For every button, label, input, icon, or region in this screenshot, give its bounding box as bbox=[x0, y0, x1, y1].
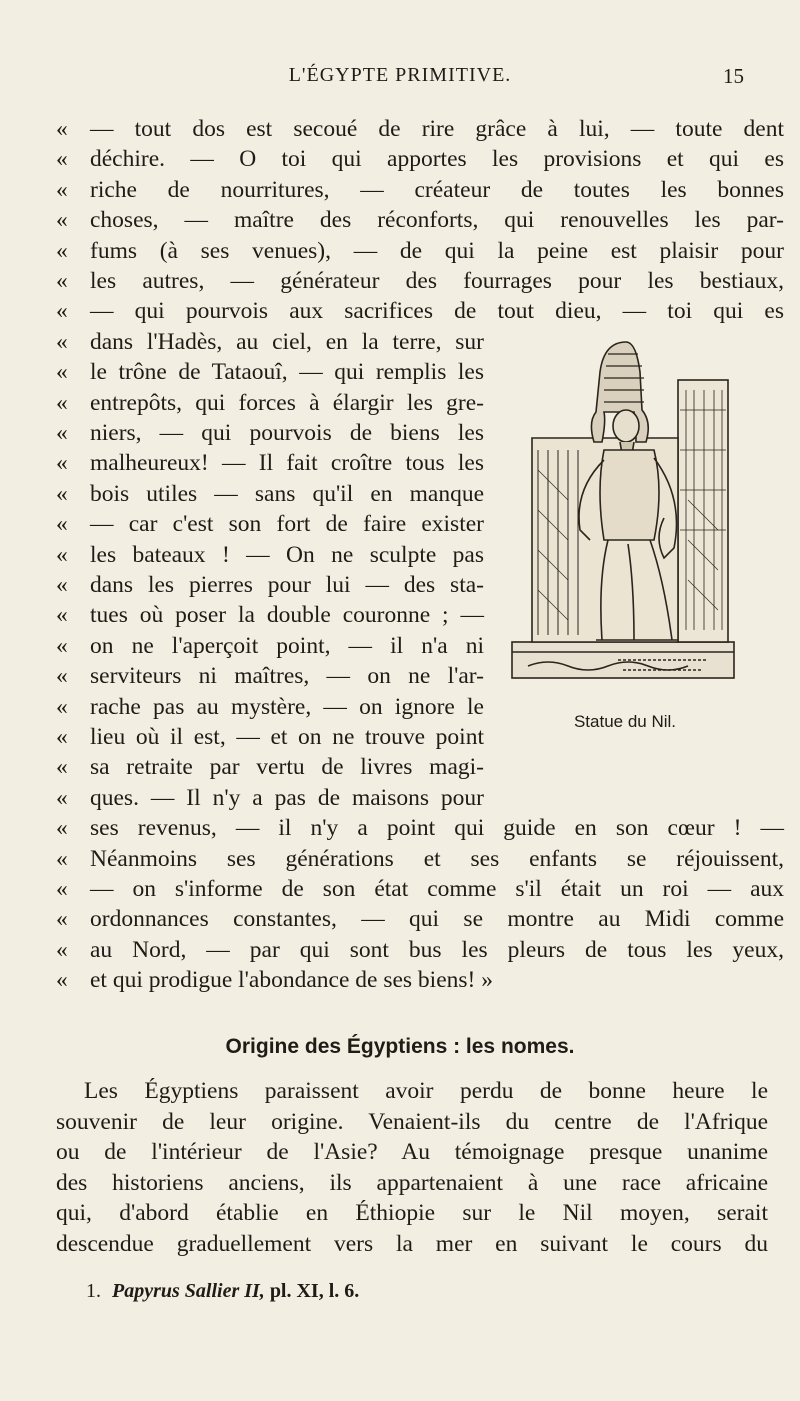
quote-line bbox=[56, 600, 484, 630]
footnote-reference: pl. XI, l. 6. bbox=[269, 1280, 360, 1302]
paragraph-line: ou de l'intérieur de l'Asie? Au témoignage presque unanime bbox=[56, 1139, 768, 1165]
quote-line-text: choses, — maître des réconforts, qui renouvelles les par- bbox=[90, 207, 784, 234]
quote-line-text: niers, — qui pourvois de biens les bbox=[90, 420, 484, 446]
quote-mark: « bbox=[56, 663, 68, 690]
quote-line-text: le trône de Tataouî, — qui remplis les bbox=[90, 359, 484, 386]
quote-line-text: — car c'est son fort de faire exister bbox=[90, 511, 484, 538]
quote-mark: « bbox=[56, 936, 68, 963]
quote-line bbox=[56, 904, 784, 934]
quote-line bbox=[56, 570, 484, 600]
quote-line-text: dans l'Hadès, au ciel, en la terre, sur bbox=[90, 328, 484, 355]
quote-line-text: ques. — Il n'y a pas de maisons pour bbox=[90, 784, 484, 811]
quote-line-text: les bateaux ! — On ne sculpte pas bbox=[90, 541, 484, 568]
quote-mark: « bbox=[56, 146, 68, 173]
quote-mark: « bbox=[56, 511, 68, 538]
quote-line-text: et qui prodigue l'abondance de ses biens! » bbox=[90, 967, 493, 994]
quote-line bbox=[56, 388, 484, 418]
quote-line-text: entrepôts, qui forces à élargir les gre- bbox=[90, 389, 484, 416]
quote-line-text: — tout dos est secoué de rire grâce à lui, — toute dent bbox=[90, 116, 784, 142]
quote-line bbox=[56, 965, 493, 995]
paragraph-line: souvenir de leur origine. Venaient-ils du centre de l'Afrique bbox=[56, 1108, 768, 1135]
quote-line bbox=[56, 509, 484, 539]
paragraph-line: des historiens anciens, ils appartenaient à une race africaine bbox=[56, 1169, 768, 1196]
quote-mark: « bbox=[56, 967, 68, 994]
section-heading: Origine des Égyptiens : les nomes. bbox=[225, 1035, 575, 1058]
quote-line bbox=[56, 935, 784, 965]
quote-mark: « bbox=[56, 176, 68, 203]
quote-line-text: — on s'informe de son état comme s'il était un roi — aux bbox=[90, 876, 784, 902]
body-paragraph bbox=[56, 1076, 768, 1259]
quote-line bbox=[56, 874, 784, 904]
quote-line bbox=[56, 844, 784, 874]
quote-line bbox=[56, 418, 484, 448]
footnote-work: Papyrus Sallier II, bbox=[112, 1280, 265, 1302]
quote-line bbox=[56, 144, 784, 174]
nile-statue-illustration bbox=[508, 340, 742, 708]
quote-line bbox=[56, 783, 484, 813]
quote-mark: « bbox=[56, 237, 68, 264]
quote-mark: « bbox=[56, 724, 68, 750]
quote-mark: « bbox=[56, 906, 68, 933]
quote-line-text: on ne l'aperçoit point, — il n'a ni bbox=[90, 632, 484, 659]
quote-line bbox=[56, 661, 484, 691]
quote-mark: « bbox=[56, 450, 68, 477]
quote-line-text: rache pas au mystère, — on ignore le bbox=[90, 693, 484, 720]
quote-line-text: dans les pierres pour lui — des sta- bbox=[90, 572, 484, 598]
quote-mark: « bbox=[56, 480, 68, 507]
quote-line bbox=[56, 479, 484, 509]
quote-line bbox=[56, 722, 484, 752]
quote-mark: « bbox=[56, 389, 68, 416]
quote-line bbox=[56, 114, 784, 144]
quote-mark: « bbox=[56, 541, 68, 568]
quote-mark: « bbox=[56, 784, 68, 811]
quote-line-text: ses revenus, — il n'y a point qui guide en son cœur ! — bbox=[90, 815, 784, 842]
figure-caption: Statue du Nil. bbox=[573, 712, 677, 731]
quote-line bbox=[56, 205, 784, 235]
quote-mark: « bbox=[56, 602, 68, 629]
quote-mark: « bbox=[56, 754, 68, 781]
quote-line-text: au Nord, — par qui sont bus les pleurs de tous les yeux, bbox=[90, 936, 784, 963]
paragraph-line: descendue graduellement vers la mer en suivant le cours du bbox=[56, 1230, 768, 1257]
quote-mark: « bbox=[56, 845, 68, 872]
quote-mark: « bbox=[56, 693, 68, 720]
quote-mark: « bbox=[56, 328, 68, 355]
paragraph-line: Les Égyptiens paraissent avoir perdu de bonne heure le bbox=[84, 1078, 768, 1104]
footnote bbox=[86, 1280, 359, 1303]
quote-line-text: Néanmoins ses générations et ses enfants se réjouissent, bbox=[90, 845, 784, 872]
quote-line bbox=[56, 631, 484, 661]
quote-mark: « bbox=[56, 876, 68, 902]
quote-line-text: lieu où il est, — et on ne trouve point bbox=[90, 724, 484, 750]
quote-line bbox=[56, 175, 784, 205]
quote-line-text: bois utiles — sans qu'il en manque bbox=[90, 480, 484, 507]
quote-line bbox=[56, 296, 784, 326]
quote-line bbox=[56, 236, 784, 266]
quote-line-text: malheureux! — Il fait croître tous les bbox=[90, 450, 484, 477]
quote-mark: « bbox=[56, 298, 68, 325]
quote-line bbox=[56, 266, 784, 296]
page-header bbox=[0, 64, 800, 94]
quote-line bbox=[56, 813, 784, 843]
quote-mark: « bbox=[56, 572, 68, 598]
quote-line-text: fums (à ses venues), — de qui la peine est plaisir pour bbox=[90, 237, 784, 264]
quote-line bbox=[56, 448, 484, 478]
quote-mark: « bbox=[56, 268, 68, 294]
quote-mark: « bbox=[56, 632, 68, 659]
quote-line-text: ordonnances constantes, — qui se montre au Midi comme bbox=[90, 906, 784, 933]
quote-mark: « bbox=[56, 815, 68, 842]
quote-mark: « bbox=[56, 207, 68, 234]
quote-line-text: riche de nourritures, — créateur de toutes les bonnes bbox=[90, 176, 784, 203]
quote-line-text: les autres, — générateur des fourrages pour les bestiaux, bbox=[90, 268, 784, 294]
footnote-number: 1. bbox=[86, 1280, 101, 1302]
quote-line bbox=[56, 357, 484, 387]
quote-line-text: tues où poser la double couronne ; — bbox=[90, 602, 484, 629]
quote-mark: « bbox=[56, 116, 68, 142]
quote-line bbox=[56, 540, 484, 570]
paragraph-line: qui, d'abord établie en Éthiopie sur le Nil moyen, serait bbox=[56, 1200, 768, 1226]
quote-line-text: déchire. — O toi qui apportes les provisions et qui es bbox=[90, 146, 784, 173]
quote-line bbox=[56, 692, 484, 722]
quote-line bbox=[56, 327, 484, 357]
page-number: 15 bbox=[723, 64, 744, 88]
quote-line bbox=[56, 752, 484, 782]
quote-line-text: sa retraite par vertu de livres magi- bbox=[90, 754, 484, 781]
running-title: L'ÉGYPTE PRIMITIVE. bbox=[288, 64, 512, 86]
statue-figure bbox=[508, 340, 758, 730]
quote-mark: « bbox=[56, 420, 68, 446]
quote-mark: « bbox=[56, 359, 68, 386]
quote-line-text: — qui pourvois aux sacrifices de tout dieu, — toi qui es bbox=[90, 298, 784, 325]
quote-line-text: serviteurs ni maîtres, — on ne l'ar- bbox=[90, 663, 484, 690]
